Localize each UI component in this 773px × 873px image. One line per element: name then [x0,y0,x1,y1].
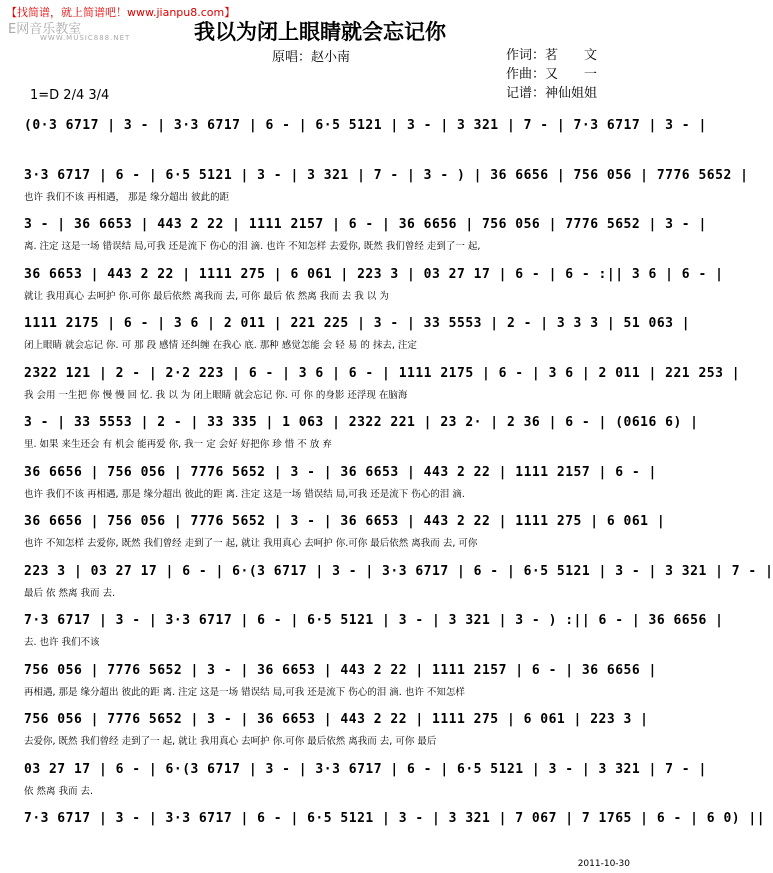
sheet-header [0,0,640,110]
site-banner-text: 【找简谱，就上简谱吧！ [6,6,127,19]
site-logo-url: WWW.MUSIC888.NET [40,34,131,42]
score-system [0,805,766,855]
notation-line: 7·3 6717 | 3 - | 3·3 6717 | 6 - | 6·5 5121 | 3 - | 3 321 | 3 - ) :|| 6 - | 36 6656 | [24,613,724,628]
notation-line: 36 6656 | 756 056 | 7776 5652 | 3 - | 36 6653 | 443 2 22 | 1111 2157 | 6 - | [24,464,657,480]
lyric-line: 再相遇, 那是 缘分超出 彼此的距 离. 注定 这是一场 错误结 局,可我 还是流下 伤心的泪 滴. 也许 不知怎样 [24,686,465,698]
song-title: 我以为闭上眼睛就会忘记你 [194,19,446,44]
score-system [0,310,691,360]
lyric-line: 闭上眼睛 就会忘记 你. 可 那 段 感情 还纠缠 在我心 底. 那种 感觉怎能 会 轻 易 的 抹去, 注定 [24,340,417,351]
lyric-line: 最后 依 然离 我而 去. [24,587,116,599]
lyric-line: 也许 不知怎样 去爱你, 既然 我们曾经 走到了一 起, 就让 我用真心 去呵护 你.可你 最后依然 离我而 去, 可你 [24,538,478,549]
notation-line: 7·3 6717 | 3 - | 3·3 6717 | 6 - | 6·5 5121 | 3 - | 3 321 | 7 067 | 7 1765 | 6 - | 6 0) || [24,811,766,826]
notation-line: 3 - | 36 6653 | 443 2 22 | 1111 2157 | 6 - | 36 6656 | 756 056 | 7776 5652 | 3 - | [24,217,707,232]
lyric-line: 去. 也许 我们不该 [24,637,100,648]
lyric-line: 我 会用 一生把 你 慢 慢 回 忆. 我 以 为 闭上眼睛 就会忘记 你. 可 你 的身影 还浮现 在脑海 [24,389,408,401]
lyric-line: 离. 注定 这是一场 错误结 局,可我 还是流下 伤心的泪 滴. 也许 不知怎样 去爱你, 既然 我们曾经 走到了一 起, [24,241,481,252]
score-system [0,360,741,410]
site-url[interactable]: www.jianpu8.com】 [127,6,236,19]
notation-line: 756 056 | 7776 5652 | 3 - | 36 6653 | 443 2 22 | 1111 275 | 6 061 | 223 3 | [24,712,649,727]
lyric-line: 也许 我们不该 再相遇， 那是 缘分超出 彼此的距 [24,191,230,203]
notation-line: 3·3 6717 | 6 - | 6·5 5121 | 3 - | 3 321 | 7 - | 3 - ) | 36 6656 | 756 056 | 7776 5652 | [24,167,749,183]
notation-line: 2322 121 | 2 - | 2·2 223 | 6 - | 3 6 | 6 - | 1111 2175 | 6 - | 3 6 | 2 011 | 221 253 | [24,365,741,381]
score-system [0,508,666,558]
score-system [0,261,724,311]
credits [506,46,597,103]
score-system [0,409,699,459]
site-logo: E网音乐教室 [8,22,82,37]
score-system [0,706,649,756]
notation-line: 3 - | 33 5553 | 2 - | 33 335 | 1 063 | 2322 221 | 23 2· | 2 36 | 6 - | (0616 6) | [24,415,699,430]
notation-line: 756 056 | 7776 5652 | 3 - | 36 6653 | 443 2 22 | 1111 2157 | 6 - | 36 6656 | [24,662,657,678]
notation-line: 1111 2175 | 6 - | 3 6 | 2 011 | 221 225 | 3 - | 33 5553 | 2 - | 3 3 3 | 51 063 | [24,316,691,331]
score-system [0,607,724,657]
notation-line: 36 6653 | 443 2 22 | 1111 275 | 6 061 | 223 3 | 03 27 17 | 6 - | 6 - :|| 3 6 | 6 - | [24,266,724,282]
score [0,112,773,855]
score-system [0,162,749,212]
notation-line: 36 6656 | 756 056 | 7776 5652 | 3 - | 36 6653 | 443 2 22 | 1111 275 | 6 061 | [24,514,666,529]
score-system [0,112,707,162]
score-system [0,211,707,261]
lyric-line: 去爱你, 既然 我们曾经 走到了一 起, 就让 我用真心 去呵护 你.可你 最后依然 离我而 去, 可你 最后 [24,736,437,747]
composer: 作曲：又 一 [506,67,598,82]
notation-line: (0·3 6717 | 3 - | 3·3 6717 | 6 - | 6·5 5121 | 3 - | 3 321 | 7 - | 7·3 6717 | 3 - | [24,118,707,133]
score-system [0,558,773,608]
lyric-line: 依 然离 我而 去. [24,785,94,797]
lyric-line: 里. 如果 来生还会 有 机会 能再爱 你, 我一 定 会好 好把你 珍 惜 不 放 弃 [24,439,332,450]
transcriber: 记谱：神仙姐姐 [506,86,598,101]
score-system [0,756,707,806]
lyric-line: 也许 我们不该 再相遇, 那是 缘分超出 彼此的距 离. 注定 这是一场 错误结 局,可我 还是流下 伤心的泪 滴. [24,488,465,500]
notation-line: 03 27 17 | 6 - | 6·(3 6717 | 3 - | 3·3 6717 | 6 - | 6·5 5121 | 3 - | 3 321 | 7 - | [24,761,707,777]
score-system [0,657,657,707]
date: 2011-10-30 [577,859,630,869]
original-singer: 原唱：赵小南 [272,50,351,65]
score-system [0,459,657,509]
key-signature: 1=D 2/4 3/4 [30,88,110,103]
lyric-line: 就让 我用真心 去呵护 你.可你 最后依然 离我而 去, 可你 最后 依 然离 我而 去 我 以 为 [24,290,389,302]
lyricist: 作词：茗 文 [506,48,598,63]
notation-line: 223 3 | 03 27 17 | 6 - | 6·(3 6717 | 3 - | 3·3 6717 | 6 - | 6·5 5121 | 3 - | 3 321 | 7 - | [24,563,773,579]
